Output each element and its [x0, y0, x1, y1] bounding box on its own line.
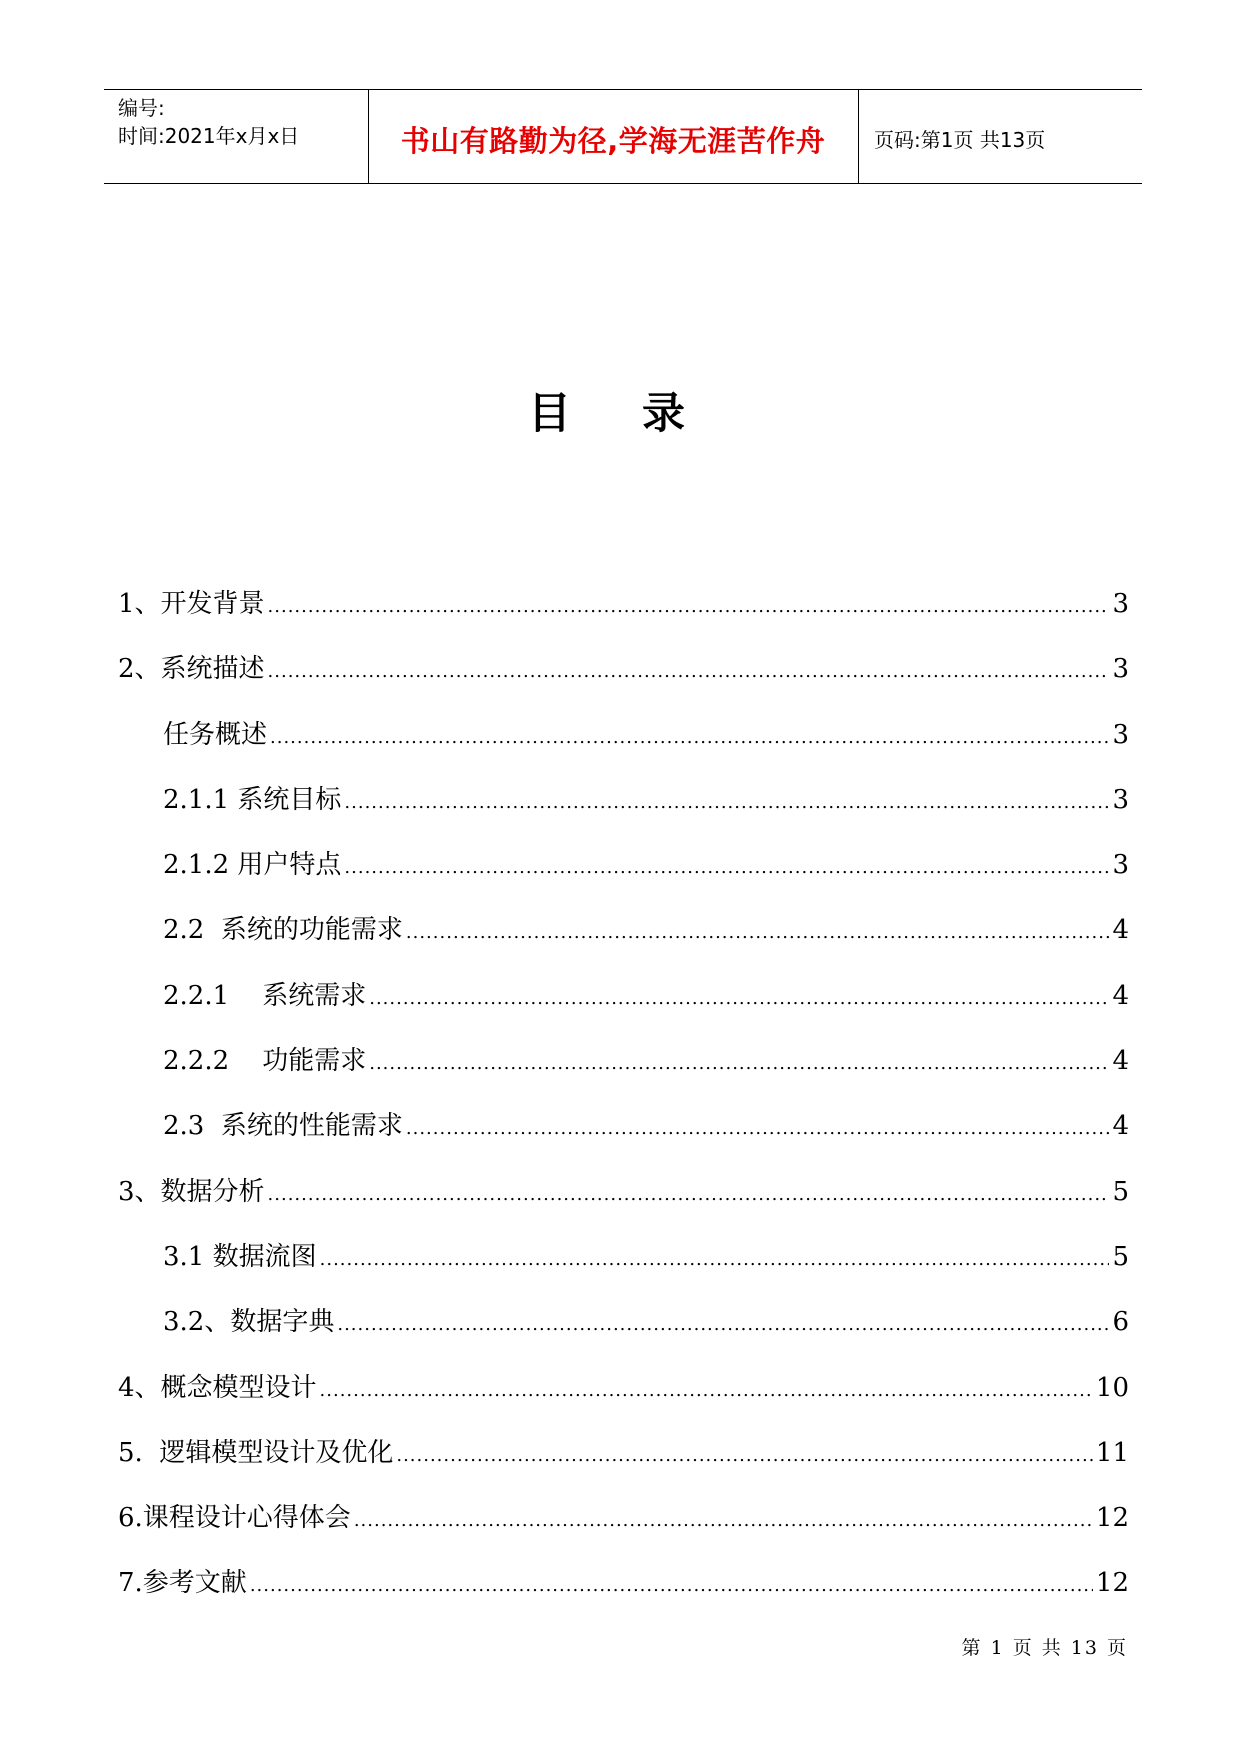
toc-entry-page: 3 — [1112, 719, 1129, 750]
toc-entry-label: 3.2、数据字典 — [163, 1307, 335, 1338]
toc-entry[interactable] — [118, 1432, 1129, 1497]
toc-entry-page: 5 — [1112, 1176, 1129, 1207]
toc-leader-dots — [268, 1184, 1110, 1205]
toc-entry-label: 6.课程设计心得体会 — [118, 1503, 351, 1534]
toc-entry-label: 2.2.2 功能需求 — [163, 1046, 367, 1077]
toc-entry-page: 3 — [1112, 589, 1129, 619]
toc-entry[interactable] — [118, 1040, 1129, 1105]
toc-entry[interactable] — [118, 648, 1129, 713]
toc-entry[interactable] — [118, 1497, 1129, 1562]
toc-entry-label: 2.1.2 用户特点 — [163, 850, 342, 881]
header-page-cell — [858, 90, 1142, 183]
toc-leader-dots — [270, 727, 1109, 748]
toc-entry[interactable] — [118, 844, 1129, 909]
toc-entry[interactable] — [118, 909, 1129, 974]
toc-entry[interactable] — [118, 583, 1129, 648]
page-header — [104, 89, 1142, 184]
toc-entry[interactable] — [118, 1236, 1129, 1301]
toc-entry[interactable] — [118, 714, 1129, 779]
toc-entry-page: 4 — [1112, 1111, 1129, 1142]
toc-entry-label: 2.1.1 系统目标 — [163, 784, 342, 815]
motto-text: 书山有路勤为径,学海无涯苦作舟 — [400, 124, 826, 158]
toc-entry-label: 7.参考文献 — [118, 1568, 247, 1599]
page-footer: 第 1 页 共 13 页 — [961, 1637, 1128, 1659]
toc-entry-page: 6 — [1112, 1307, 1129, 1338]
toc-leader-dots — [396, 1445, 1093, 1466]
toc-leader-dots — [406, 1118, 1110, 1139]
toc-entry-label: 5. 逻辑模型设计及优化 — [118, 1437, 394, 1468]
toc-entry-page: 4 — [1112, 915, 1129, 946]
toc-entry-label: 2.2.1 系统需求 — [163, 980, 367, 1011]
toc-entry-page: 3 — [1112, 784, 1129, 815]
toc-entry-page: 12 — [1095, 1568, 1129, 1599]
toc-entry-label: 任务概述 — [163, 719, 268, 750]
toc-entry-label: 3、数据分析 — [118, 1176, 265, 1207]
toc-entry-page: 10 — [1095, 1372, 1129, 1403]
toc-entry-page: 4 — [1112, 980, 1129, 1011]
toc-entry[interactable] — [118, 1562, 1129, 1627]
toc-entry-page: 3 — [1112, 850, 1129, 881]
toc-entry-label: 2、系统描述 — [118, 654, 265, 685]
toc-entry-label: 4、概念模型设计 — [118, 1372, 317, 1403]
toc-leader-dots — [344, 857, 1109, 878]
toc-entry-page: 3 — [1112, 654, 1129, 685]
toc-leader-dots — [354, 1510, 1093, 1531]
toc-leader-dots — [268, 661, 1110, 682]
toc-entry[interactable] — [118, 975, 1129, 1040]
toc-entry[interactable] — [118, 1171, 1129, 1236]
toc-leader-dots — [320, 1249, 1110, 1270]
header-info-cell — [104, 90, 369, 183]
toc-leader-dots — [369, 988, 1109, 1009]
table-of-contents — [118, 583, 1129, 1628]
toc-entry-page: 5 — [1112, 1241, 1129, 1272]
toc-leader-dots — [250, 1575, 1093, 1596]
toc-entry-label: 2.3 系统的性能需求 — [163, 1111, 403, 1142]
toc-entry[interactable] — [118, 1367, 1129, 1432]
toc-entry[interactable] — [118, 779, 1129, 844]
toc-entry-label: 2.2 系统的功能需求 — [163, 915, 403, 946]
header-motto-cell — [368, 90, 859, 183]
toc-entry[interactable] — [118, 1105, 1129, 1170]
toc-title: 目 录 — [528, 389, 713, 439]
toc-entry[interactable] — [118, 1301, 1129, 1366]
toc-entry-label: 3.1 数据流图 — [163, 1241, 317, 1272]
toc-entry-page: 4 — [1112, 1046, 1129, 1077]
toc-leader-dots — [406, 922, 1110, 943]
document-time-label: 时间:2021年x月x日 — [118, 124, 300, 148]
toc-leader-dots — [369, 1053, 1109, 1074]
document-number-label: 编号: — [118, 96, 165, 120]
toc-leader-dots — [337, 1314, 1109, 1335]
toc-entry-label: 1、开发背景 — [118, 589, 265, 619]
toc-leader-dots — [268, 596, 1110, 617]
toc-leader-dots — [320, 1380, 1093, 1401]
toc-entry-page: 11 — [1095, 1437, 1129, 1468]
header-page-number: 页码:第1页 共13页 — [874, 128, 1046, 152]
toc-entry-page: 12 — [1095, 1503, 1129, 1534]
toc-leader-dots — [344, 792, 1109, 813]
